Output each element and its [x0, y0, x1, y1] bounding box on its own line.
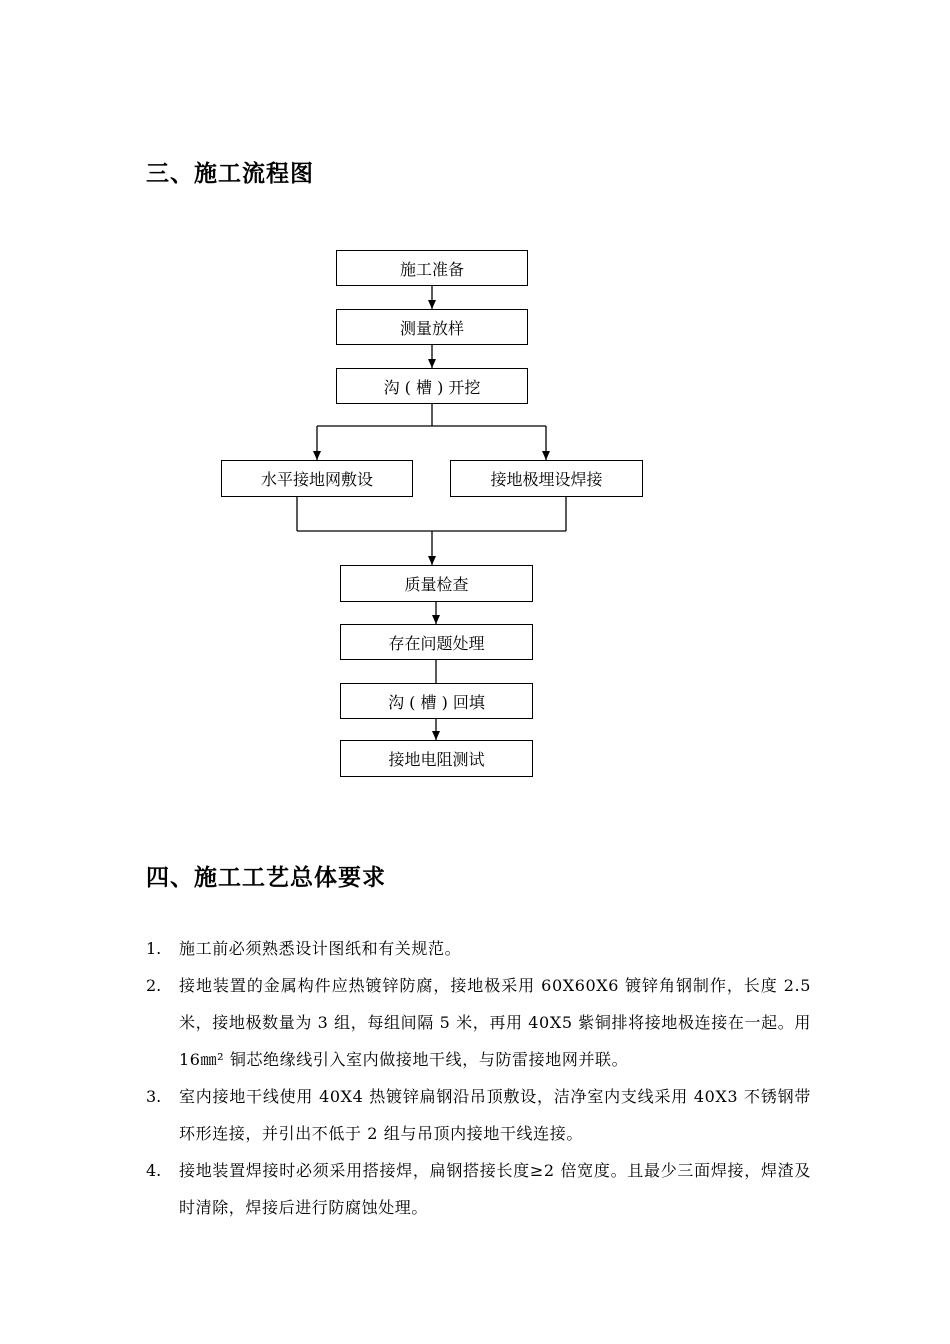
item-number: 2. — [146, 976, 162, 995]
list-item — [146, 967, 811, 1078]
step-inspection: 质量检查 — [340, 565, 533, 602]
list-item — [146, 1152, 811, 1226]
step-survey: 测量放样 — [336, 309, 528, 345]
step-electrode: 接地极埋设焊接 — [450, 460, 643, 497]
step-resistance-test: 接地电阻测试 — [340, 740, 533, 777]
step-prep: 施工准备 — [336, 250, 528, 286]
section-3-heading: 三、施工流程图 — [146, 160, 314, 187]
item-text: 施工前必须熟悉设计图纸和有关规范。 — [179, 939, 462, 958]
step-dig: 沟 ( 槽 ) 开挖 — [336, 368, 528, 404]
item-number: 3. — [146, 1087, 162, 1106]
item-text: 接地装置的金属构件应热镀锌防腐，接地极采用 60X60X6 镀锌角钢制作，长度 2.5 米，接地极数量为 3 组，每组间隔 5 米，再用 40X5 紫铜排将接地极连接在一起。用 16㎜² 铜芯绝缘线引入室内做接地干线，与防雷接地网并联。 — [179, 976, 811, 1069]
item-text: 接地装置焊接时必须采用搭接焊，扁钢搭接长度≥2 倍宽度。且最少三面焊接，焊渣及时清除，焊接后进行防腐蚀处理。 — [179, 1161, 811, 1217]
list-item — [146, 930, 811, 967]
requirements-list — [146, 930, 811, 1226]
section-4-heading: 四、施工工艺总体要求 — [146, 864, 386, 891]
item-text: 室内接地干线使用 40X4 热镀锌扁钢沿吊顶敷设，洁净室内支线采用 40X3 不锈钢带环形连接，并引出不低于 2 组与吊顶内接地干线连接。 — [179, 1087, 811, 1143]
list-item — [146, 1078, 811, 1152]
step-backfill: 沟 ( 槽 ) 回填 — [340, 683, 533, 719]
step-horizontal-grid: 水平接地网敷设 — [221, 460, 413, 497]
item-number: 1. — [146, 939, 162, 958]
item-number: 4. — [146, 1161, 162, 1180]
step-fix-issues: 存在问题处理 — [340, 624, 533, 660]
